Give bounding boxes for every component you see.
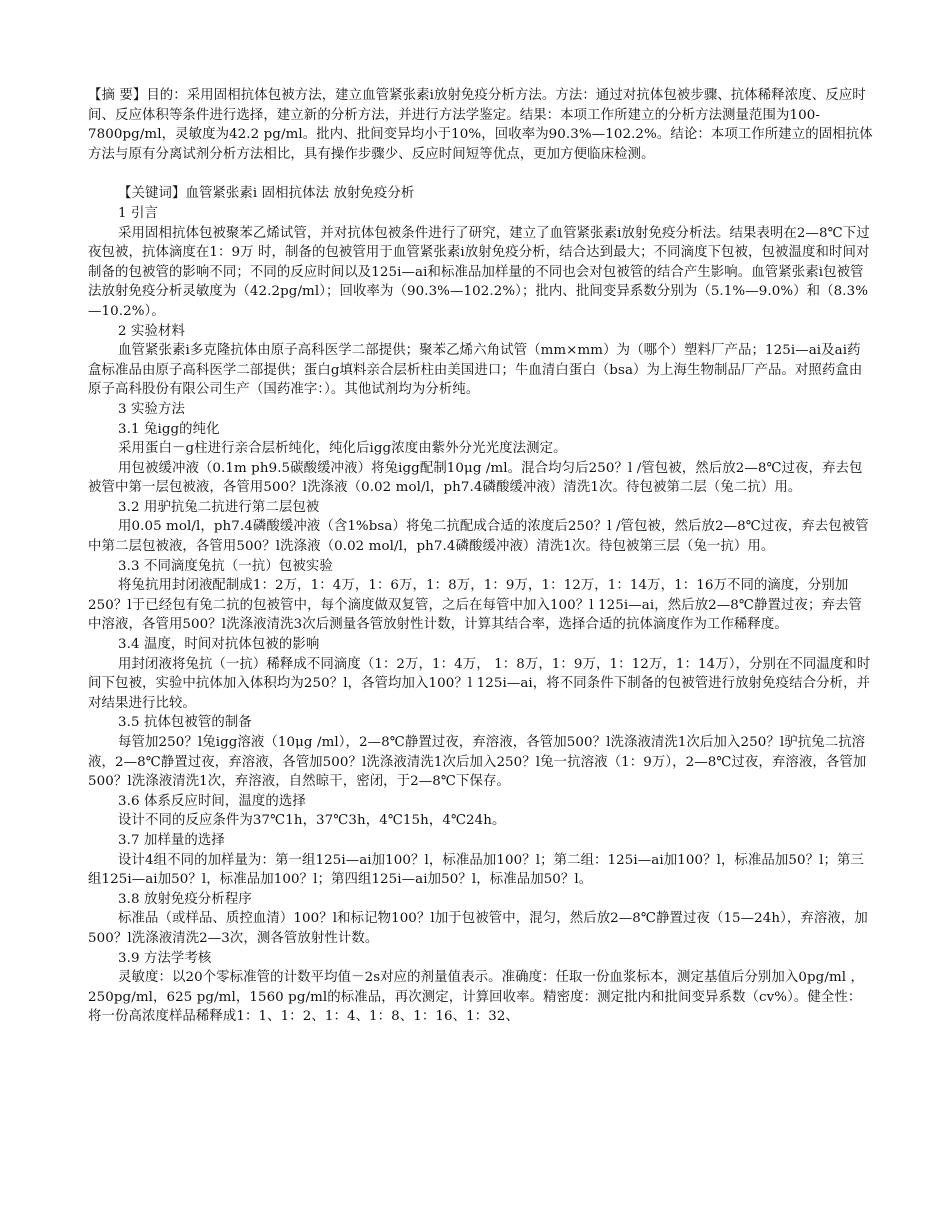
section-3-6-title: 3.6 体系反应时间，温度的选择 <box>118 793 306 809</box>
section-1-title: 1 引言 <box>118 205 158 221</box>
section-3-9-paragraph: 灵敏度：以20个零标准管的计数平均值－2s对应的剂量值表示。准确度：任取一份血浆标本，测定基值后分别加入0pg/ml ，250pg/ml，625 pg/ml，1560 pg/ml的标准品，再次测定，计算回收率。精密度：测定批内和批间变异系数（cv%）。健全性：将一份高浓度样品稀释成1：1、1：2、1：4、1：8、1：16、1：32、 <box>88 970 864 1025</box>
section-3-7-paragraph: 设计4组不同的加样量为：第一组125i—ai加100？l，标准品加100？l；第二组：125i—ai加100？l，标准品加50？l；第三组125i—ai加50？l，标准品加100？l；第四组125i—ai加50？l，标准品加50？l。 <box>88 852 865 888</box>
section-3-6-paragraph: 设计不同的反应条件为37℃1h，37℃3h，4℃15h，4℃24h。 <box>118 813 506 829</box>
section-2-title: 2 实验材料 <box>118 323 185 339</box>
section-3-1-paragraph-1: 采用蛋白－g柱进行亲合层析纯化，纯化后igg浓度由紫外分光光度法测定。 <box>118 441 567 457</box>
section-3-2-title: 3.2 用驴抗兔二抗进行第二层包被 <box>118 499 320 515</box>
abstract: 【摘 要】目的：采用固相抗体包被方法，建立血管紧张素ⅰ放射免疫分析方法。方法：通过对抗体包被步骤、抗体稀释浓度、反应时间、反应体积等条件进行选择，建立新的分析方法，并进行方法学鉴定。结果：本项工作所建立的分析方法测量范围为100-7800pg/ml，灵敏度为42.2 pg/ml。批内、批间变异均小于10%，回收率为90.3%—102.2%。结论：本项工作所建立的固相抗体方法与原有分离试剂分析方法相比，具有操作步骤少、反应时间短等优点，更加方便临床检测。 <box>88 88 873 162</box>
section-2-paragraph: 血管紧张素ⅰ多克隆抗体由原子高科医学二部提供；聚苯乙烯六角试管（mm×mm）为（哪个）塑料厂产品；125i—ai及ai药盒标准品由原子高科医学二部提供；蛋白g填料亲合层析柱由美国进口；牛血清白蛋白（bsa）为上海生物制品厂产品。对照药盒由原子高科股份有限公司生产（国药准字：）。其他试剂均为分析纯。 <box>88 343 863 398</box>
section-3-3-paragraph: 将兔抗用封闭液配制成1：2万，1：4万，1：6万，1：8万，1：9万，1：12万，1：14万，1：16万不同的滴度，分别加250？l于已经包有兔二抗的包被管中，每个滴度做双复管，之后在每管中加入100？l 125i—ai，然后放2—8℃静置过夜；弃去管中溶液，各管用500？l洗涤液清洗3次后测量各管放射性计数，计算其结合率，选择合适的抗体滴度作为工作稀释度。 <box>88 578 862 633</box>
section-3-5-title: 3.5 抗体包被管的制备 <box>118 715 252 731</box>
keywords: 【关键词】血管紧张素ⅰ 固相抗体法 放射免疫分析 <box>118 186 415 202</box>
section-3-1-paragraph-2: 用包被缓冲液（0.1m ph9.5碳酸缓冲液）将兔igg配制10μg /ml。混合均匀后250？l /管包被，然后放2—8℃过夜，弃去包被管中第一层包被液，各管用500？l洗涤液（0.02 mol/l，ph7.4磷酸缓冲液）清洗1次。待包被第二层（兔二抗）用。 <box>88 460 863 496</box>
section-3-2-paragraph: 用0.05 mol/l，ph7.4磷酸缓冲液（含1%bsa）将兔二抗配成合适的浓度后250？l /管包被，然后放2—8℃过夜，弃去包被管中第二层包被液，各管用500？l洗涤液（0.02 mol/l，ph7.4磷酸缓冲液）清洗1次。待包被第三层（兔一抗）用。 <box>88 519 869 555</box>
section-3-8-paragraph: 标准品（或样品、质控血清）100？l和标记物100？l加于包被管中，混匀，然后放2—8℃静置过夜（15—24h），弃溶液，加500？l洗涤液清洗2—3次，测各管放射性计数。 <box>88 911 868 946</box>
section-3-5-paragraph: 每管加250？l兔igg溶液（10μg /ml），2—8℃静置过夜，弃溶液，各管加500？l洗涤液清洗1次后加入250？l驴抗兔二抗溶液，2—8℃静置过夜，弃溶液，各管加500？l洗涤液清洗1次后加入250？l兔一抗溶液（1：9万），2—8℃过夜，弃溶液，各管加500？l洗涤液清洗1次，弃溶液，自然晾干，密闭，于2—8℃下保存。 <box>88 735 867 790</box>
section-3-4-paragraph: 用封闭液将兔抗（一抗）稀释成不同滴度（1：2万，1：4万， 1：8万，1：9万，1：12万，1：14万），分别在不同温度和时间下包被，实验中抗体加入体积均为250？l，各管均加入100？l 125i—ai，将不同条件下制备的包被管进行放射免疫结合分析，并对结果进行比较。 <box>88 656 871 711</box>
section-3-8-title: 3.8 放射免疫分析程序 <box>118 891 252 907</box>
section-3-title: 3 实验方法 <box>118 401 185 417</box>
section-3-4-title: 3.4 温度，时间对抗体包被的影响 <box>118 637 320 653</box>
section-3-7-title: 3.7 加样量的选择 <box>118 832 225 848</box>
section-3-3-title: 3.3 不同滴度兔抗（一抗）包被实验 <box>118 558 333 574</box>
document-body <box>88 86 873 1027</box>
section-3-9-title: 3.9 方法学考核 <box>118 950 212 966</box>
section-3-1-title: 3.1 兔igg的纯化 <box>118 421 220 437</box>
spacer <box>88 164 873 184</box>
section-1-paragraph: 采用固相抗体包被聚苯乙烯试管，并对抗体包被条件进行了研究，建立了血管紧张素ⅰ放射免疫分析法。结果表明在2—8℃下过夜包被，抗体滴度在1：9万 时，制备的包被管用于血管紧张素ⅰ放射免疫分析，结合达到最大；不同滴度下包被，包被温度和时间对制备的包被管的影响不同；不同的反应时间以及125i—ai和标准品加样量的不同也会对包被管的结合产生影响。血管紧张素ⅰ包被管法放射免疫分析灵敏度为（42.2pg/ml）；回收率为（90.3%—102.2%）；批内、批间变异系数分别为（5.1%—9.0%）和（8.3%—10.2%）。 <box>88 225 870 319</box>
